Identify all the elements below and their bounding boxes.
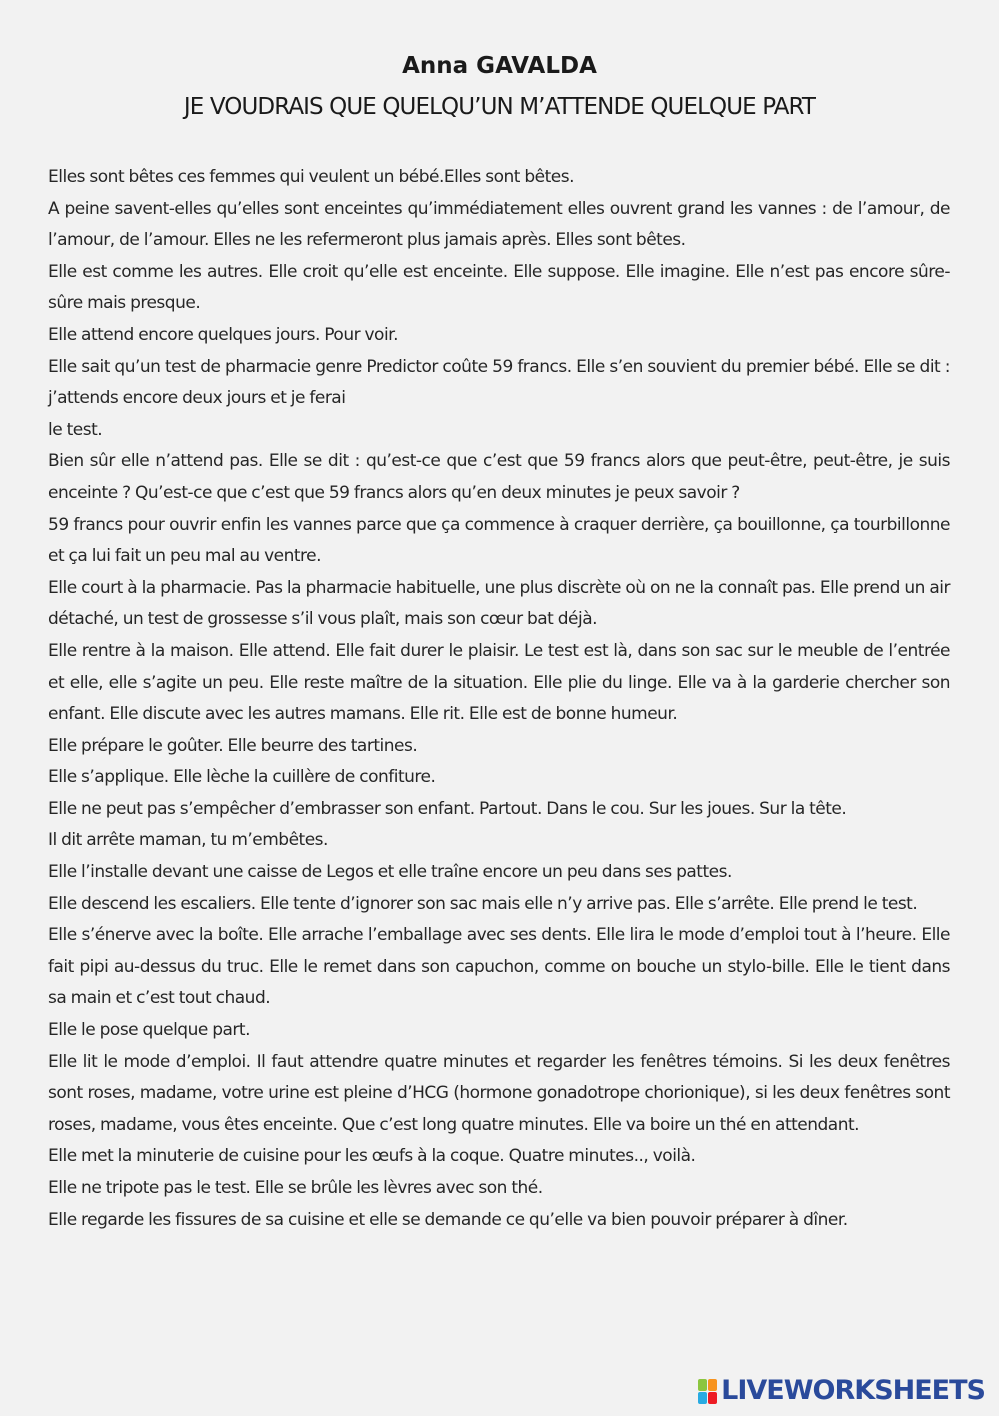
paragraph: Elle est comme les autres. Elle croit qu’elle est enceinte. Elle suppose. Elle imagine. Elle n’est pas encore sûre-sûre mais presque. [48,261,950,314]
paragraph: le test. [48,419,103,440]
logo-square-red [708,1392,717,1404]
paragraph: Elle le pose quelque part. [48,1020,250,1041]
paragraph: Elle s’applique. Elle lèche la cuillère de confiture. [48,767,436,788]
paragraph: Elle attend encore quelques jours. Pour voir. [48,324,399,345]
paragraph: Elle ne peut pas s’empêcher d’embrasser son enfant. Partout. Dans le cou. Sur les joues. Sur la tête. [48,798,847,819]
author-name: Anna GAVALDA [402,53,597,79]
paragraph: Elle sait qu’un test de pharmacie genre Predictor coûte 59 francs. Elle s’en souvient du premier bébé. Elle se dit : j’attends encore deux jours et je ferai [48,356,950,409]
document-title: JE VOUDRAIS QUE QUELQU’UN M’ATTENDE QUELQUE PART [183,94,816,120]
paragraph: Elle descend les escaliers. Elle tente d’ignorer son sac mais elle n’y arrive pas. Elle s’arrête. Elle prend le test. [48,893,918,914]
logo-wordmark: LIVEWORKSHEETS [721,1375,985,1406]
paragraph: Bien sûr elle n’attend pas. Elle se dit : qu’est-ce que c’est que 59 francs alors que peut-être, peut-être, je suis enceinte ? Qu’est-ce que c’est que 59 francs alors qu’en deux minutes je peux savoir ? [48,451,950,503]
paragraph: Elle l’installe devant une caisse de Legos et elle traîne encore un peu dans ses pattes. [48,862,732,883]
paragraph: Elle lit le mode d’emploi. Il faut attendre quatre minutes et regarder les fenêtres témoins. Si les deux fenêtres sont roses, madame, votre urine est pleine d’HCG (hormone gonadotrope chorionique), si les deux fenêtres sont roses, madame, vous êtes enceinte. Que c’est long quatre minutes. Elle va boire un thé en attendant. [48,1051,950,1135]
liveworksheets-logo-icon [698,1379,717,1404]
paragraph: Elles sont bêtes ces femmes qui veulent un bébé.Elles sont bêtes. [48,167,575,187]
paragraph: 59 francs pour ouvrir enfin les vannes parce que ça commence à craquer derrière, ça bouillonne, ça tourbillonne et ça lui fait un peu mal au ventre. [48,514,950,567]
paragraph: Elle rentre à la maison. Elle attend. Elle fait durer le plaisir. Le test est là, dans son sac sur le meuble de l’entrée et elle, elle s’agite un peu. Elle reste maître de la situation. Elle plie du linge. Elle va à la garderie chercher son enfant. Elle discute avec les autres mamans. Elle rit. Elle est de bonne humeur. [48,640,950,725]
story-text [48,162,950,1236]
logo-square-green [698,1379,707,1391]
paragraph: Elle s’énerve avec la boîte. Elle arrache l’emballage avec ses dents. Elle lira le mode d’emploi tout à l’heure. Elle fait pipi au-dessus du truc. Elle le remet dans son capuchon, comme on bouche un stylo-bille. Elle le tient dans sa main et c’est tout chaud. [48,925,950,1009]
paragraph: Elle court à la pharmacie. Pas la pharmacie habituelle, une plus discrète où on ne la connaît pas. Elle prend un air détaché, un test de grossesse s’il vous plaît, mais son cœur bat déjà. [48,577,950,630]
paragraph: Elle prépare le goûter. Elle beurre des tartines. [48,735,418,756]
paragraph: Elle met la minuterie de cuisine pour les œufs à la coque. Quatre minutes.., voilà. [48,1146,696,1167]
logo-square-orange [708,1379,717,1391]
paragraph: Il dit arrête maman, tu m’embêtes. [48,830,328,851]
paragraph: Elle regarde les fissures de sa cuisine et elle se demande ce qu’elle va bien pouvoir préparer à dîner. [48,1209,848,1230]
paragraph: A peine savent-elles qu’elles sont enceintes qu’immédiatement elles ouvrent grand les vannes : de l’amour, de l’amour, de l’amour. Elles ne les refermeront plus jamais après. Elles sont bêtes. [48,198,950,251]
paragraph: Elle ne tripote pas le test. Elle se brûle les lèvres avec son thé. [48,1178,543,1198]
liveworksheets-logo[interactable] [698,1376,985,1406]
logo-square-blue [698,1392,707,1404]
